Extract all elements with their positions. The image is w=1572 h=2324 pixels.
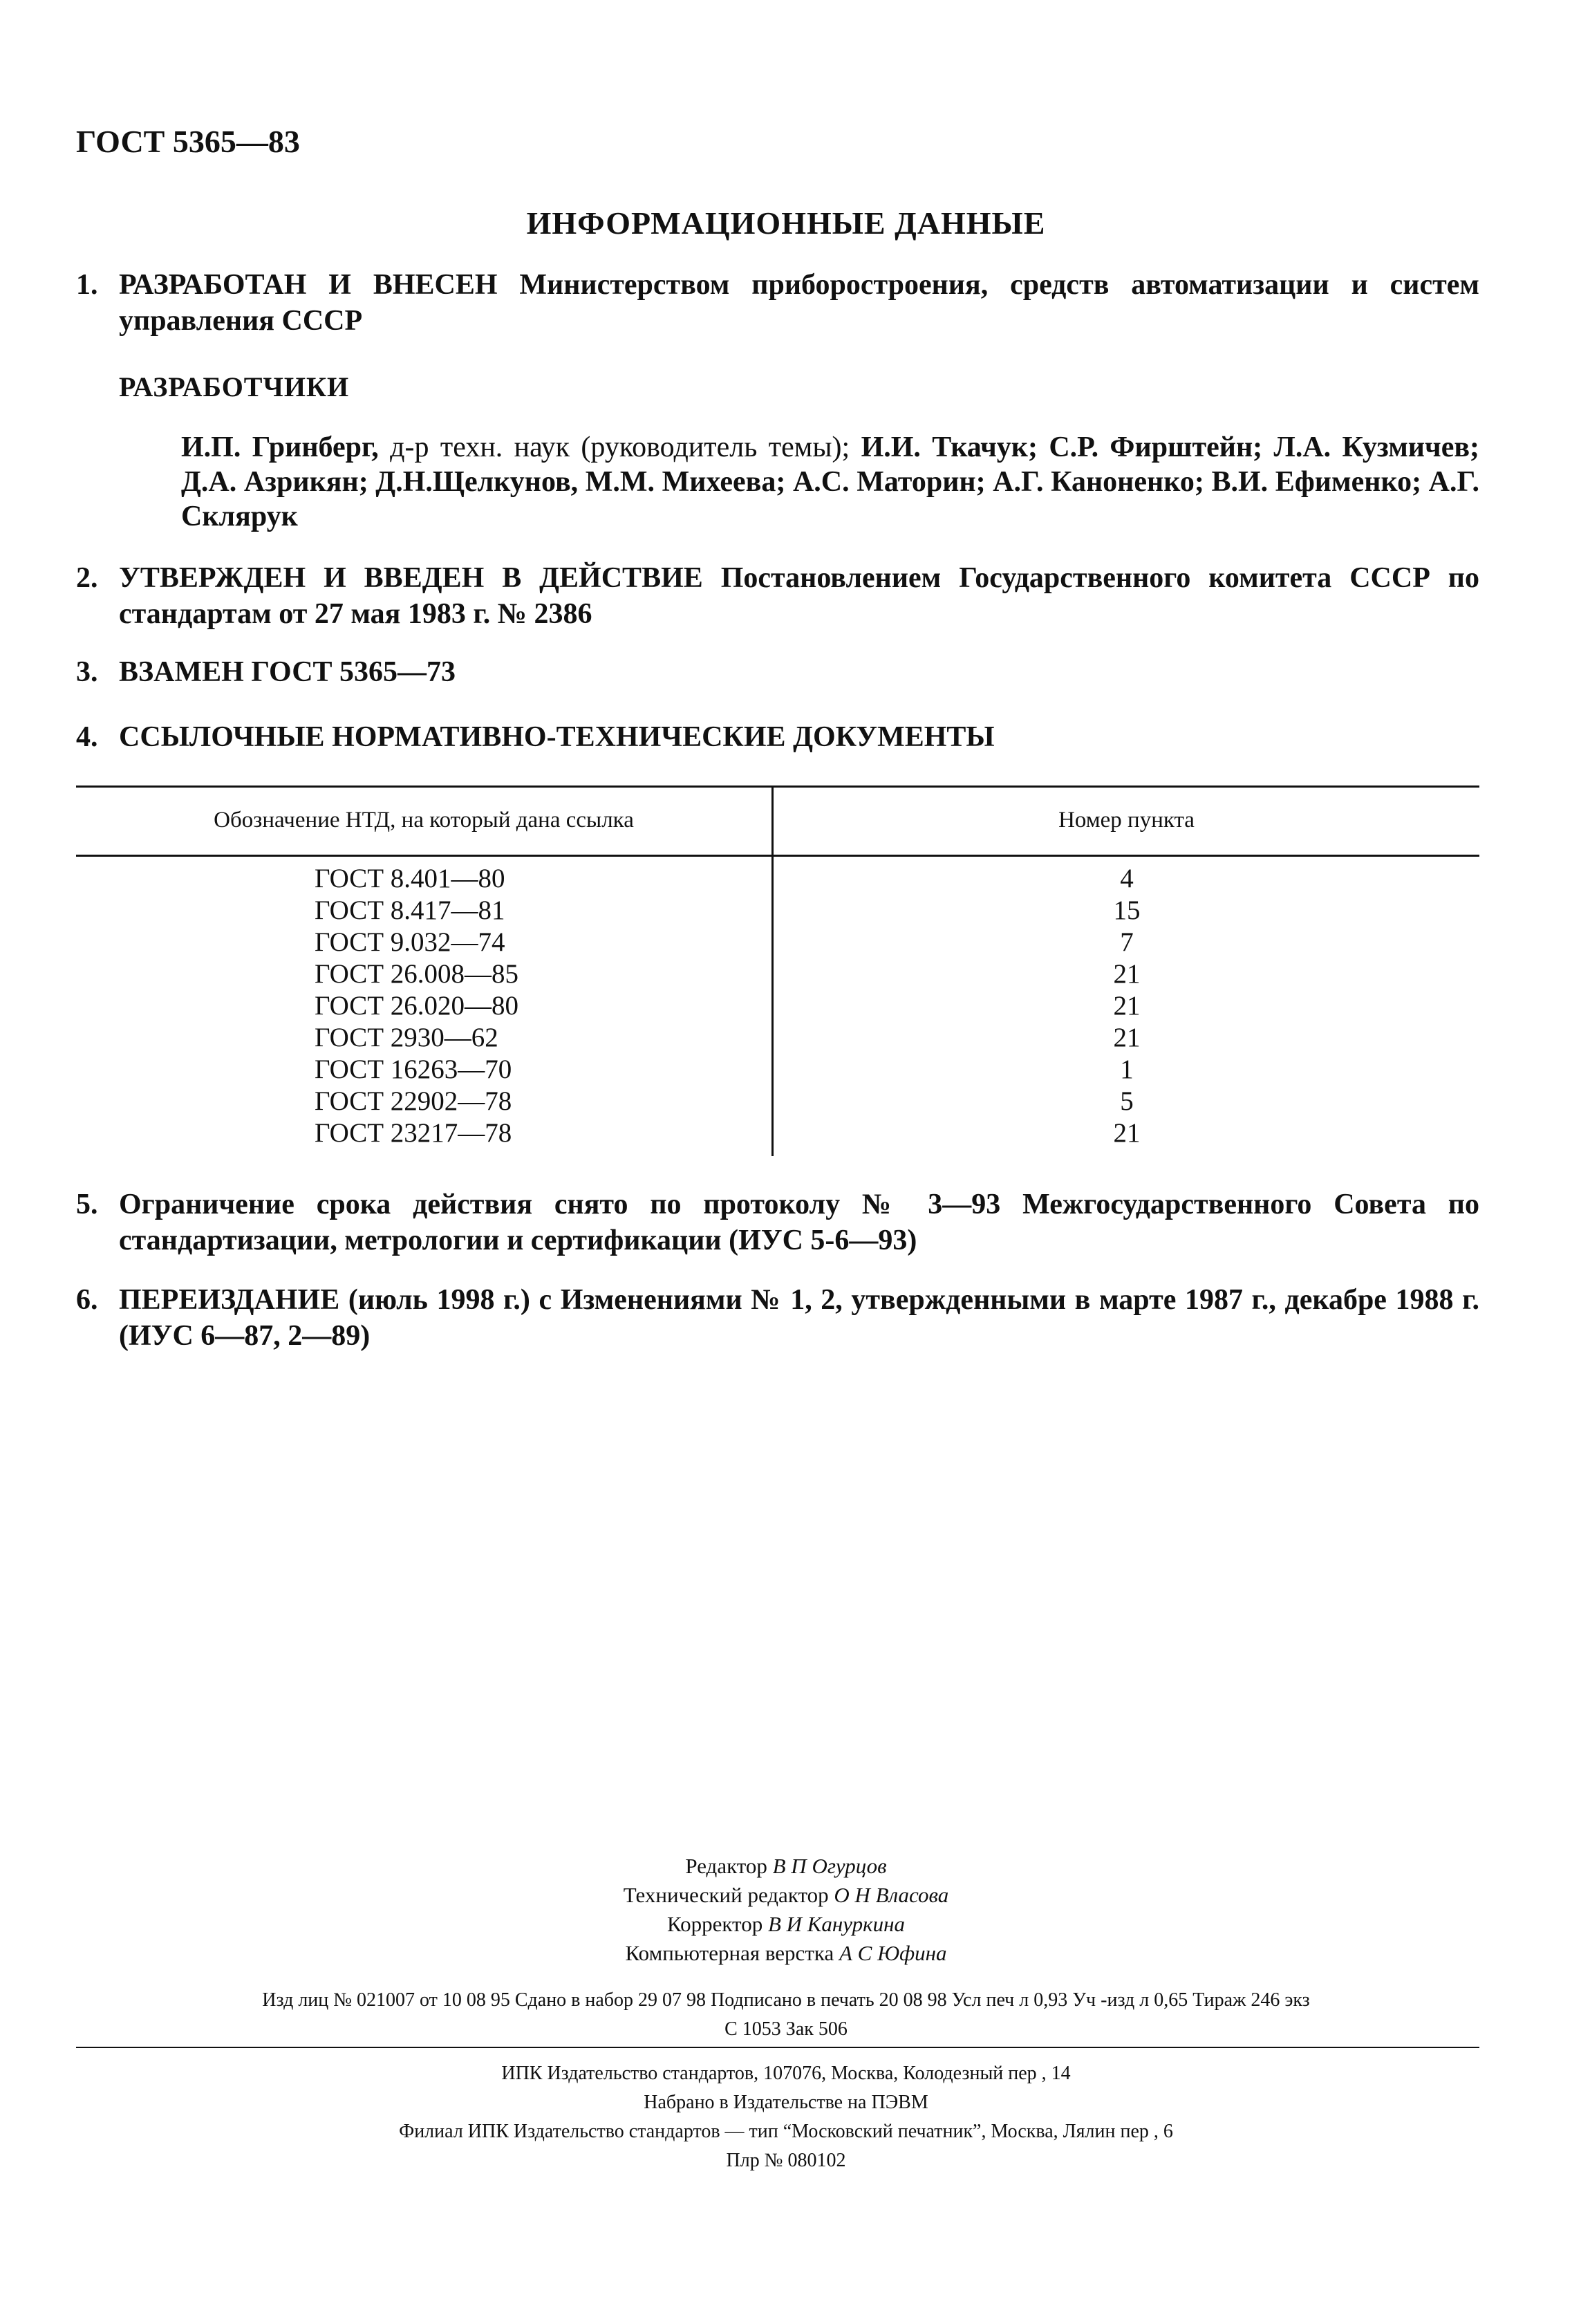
item-4 <box>76 719 1479 755</box>
developer-others: И.И. Ткачук; С.Р. Фирштейн; Л.А. Кузмичев; Д.А. Азрикян; Д.Н.Щелкунов, М.М. Михеева; А.С. Маторин; А.Г. Каноненко; В.И. Ефименко; А.Г. Склярук <box>181 431 1480 532</box>
imprint-divider <box>76 2047 1479 2048</box>
publisher-line: Филиал ИПК Издательство стандартов — тип “Московский печатник”, Москва, Лялин пер , 6 <box>399 2121 1173 2142</box>
table-cell: 21 <box>1113 1118 1141 1148</box>
item-6 <box>76 1282 1479 1354</box>
table-cell: ГОСТ 16263—70 <box>315 1054 512 1084</box>
staff-tech-editor: Технический редактор О Н Власова <box>623 1883 949 1907</box>
staff-layout: Компьютерная верстка А С Юфина <box>625 1941 947 1965</box>
developers-heading: РАЗРАБОТЧИКИ <box>119 371 350 402</box>
item-lead: ССЫЛОЧНЫЕ НОРМАТИВНО-ТЕХНИЧЕСКИЕ ДОКУМЕНТЫ <box>119 721 995 753</box>
table-cell: ГОСТ 26.008—85 <box>315 959 519 989</box>
table-cell: ГОСТ 23217—78 <box>315 1118 512 1148</box>
developers-list <box>181 430 1479 534</box>
table-cell: 1 <box>1120 1054 1134 1084</box>
table-cell: 15 <box>1113 895 1141 925</box>
table-column-divider <box>771 785 774 1156</box>
table-cell: ГОСТ 26.020—80 <box>315 991 519 1021</box>
item-number: 5. <box>76 1189 98 1220</box>
table-cell: ГОСТ 8.417—81 <box>315 895 505 925</box>
item-lead: ВЗАМЕН ГОСТ 5365—73 <box>119 656 456 688</box>
table-cell: ГОСТ 9.032—74 <box>315 927 505 957</box>
print-line: Изд лиц № 021007 от 10 08 95 Сдано в набор 29 07 98 Подписано в печать 20 08 98 Усл печ л 0,93 Уч -изд л 0,65 Тираж 246 экз <box>262 1989 1310 2011</box>
item-number: 3. <box>76 656 98 688</box>
table-cell: 21 <box>1113 959 1141 989</box>
table-header-ntd: Обозначение НТД, на который дана ссылка <box>214 808 634 833</box>
item-number: 2. <box>76 562 98 594</box>
print-line: С 1053 Зак 506 <box>724 2018 848 2040</box>
item-text: Постановлением Государственного комитета СССР по стандартам от 27 мая 1983 г. № 2386 <box>119 562 1480 630</box>
table-header-rule <box>76 855 1479 857</box>
table-top-rule <box>76 785 1479 788</box>
table-cell: ГОСТ 2930—62 <box>315 1023 498 1052</box>
table-header-clause: Номер пункта <box>1058 808 1195 833</box>
item-number: 4. <box>76 721 98 753</box>
item-text: Министерством приборостроения, средств автоматизации и систем управления СССР <box>119 269 1479 337</box>
imprint-staff <box>0 1852 1572 1968</box>
staff-proofreader: Корректор В И Кануркина <box>667 1912 905 1936</box>
item-lead: ПЕРЕИЗДАНИЕ <box>119 1284 340 1316</box>
print-details <box>0 1986 1572 2044</box>
item-number: 1. <box>76 269 98 301</box>
item-2 <box>76 560 1479 632</box>
staff-editor: Редактор В П Огурцов <box>685 1854 887 1878</box>
publisher-line: Набрано в Издательстве на ПЭВМ <box>644 2092 928 2113</box>
item-lead: УТВЕРЖДЕН И ВВЕДЕН В ДЕЙСТВИЕ <box>119 562 703 594</box>
item-3 <box>76 654 1479 690</box>
item-5 <box>76 1187 1479 1258</box>
item-text: (июль 1998 г.) с Изменениями № 1, 2, утвержденными в марте 1987 г., декабре 1988 г. (ИУС 6—87, 2—89) <box>119 1284 1479 1352</box>
item-1 <box>76 267 1479 339</box>
table-cell: 21 <box>1113 1023 1141 1052</box>
page-title: ИНФОРМАЦИОННЫЕ ДАННЫЕ <box>526 205 1046 241</box>
table-cell: 7 <box>1120 927 1134 957</box>
publisher-line: ИПК Издательство стандартов, 107076, Москва, Колодезный пер , 14 <box>501 2063 1071 2084</box>
table-cell: ГОСТ 22902—78 <box>315 1086 512 1116</box>
developer-leader-note: д-р техн. наук (руководитель темы); <box>390 431 850 463</box>
publisher-line: Плр № 080102 <box>726 2150 846 2171</box>
item-number: 6. <box>76 1284 98 1316</box>
publisher-info <box>0 2059 1572 2175</box>
table-cell: ГОСТ 8.401—80 <box>315 864 505 893</box>
table-cell: 21 <box>1113 991 1141 1021</box>
table-column-clause <box>774 863 1479 1149</box>
item-lead: РАЗРАБОТАН И ВНЕСЕН <box>119 269 498 301</box>
table-column-ntd <box>315 863 518 1149</box>
developer-leader: И.П. Гринберг, <box>181 431 379 463</box>
item-text: Ограничение срока действия снято по протоколу № 3—93 Межгосударственного Совета по стандартизации, метрологии и сертификации (ИУС 5-6—93) <box>119 1189 1479 1256</box>
table-cell: 5 <box>1120 1086 1134 1116</box>
table-cell: 4 <box>1120 864 1134 893</box>
document-header: ГОСТ 5365—83 <box>76 124 300 159</box>
